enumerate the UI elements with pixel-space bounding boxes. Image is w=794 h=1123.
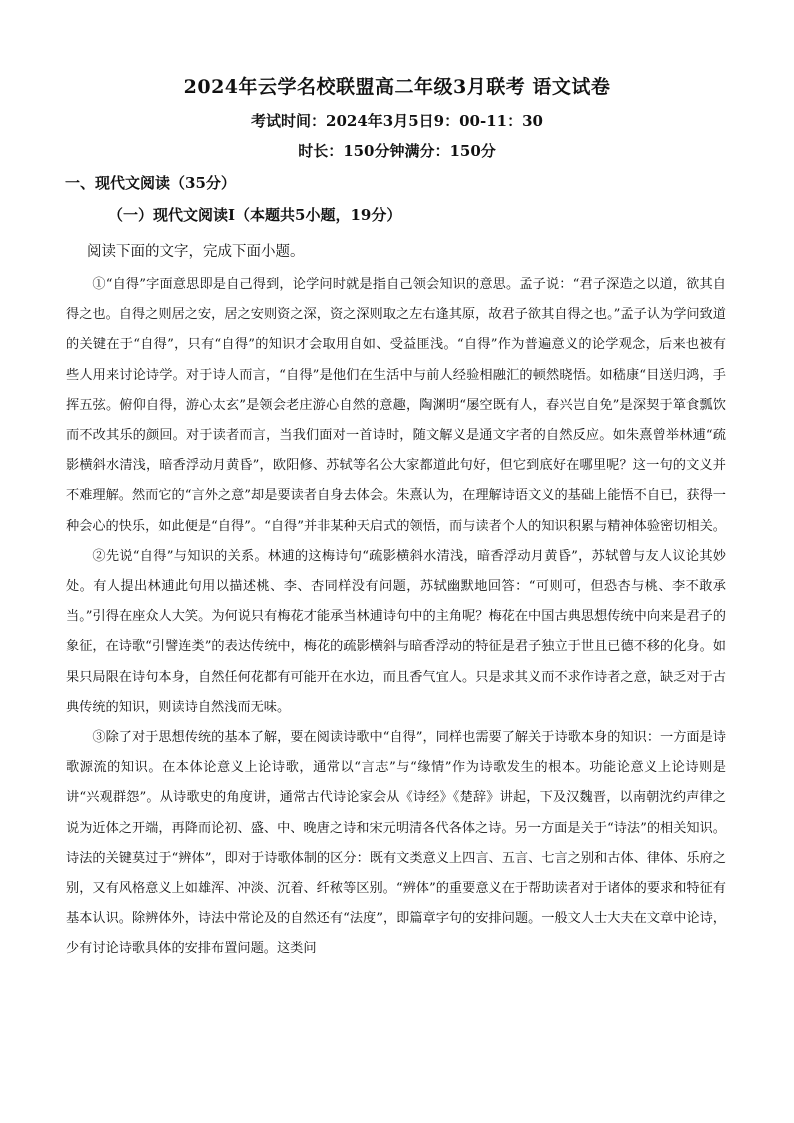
reading-passage — [66, 270, 726, 965]
section-heading: 一、现代文阅读（35分） — [65, 174, 236, 192]
paragraph-3: ③除了对于思想传统的基本了解，要在阅读诗歌中“自得”，同样也需要了解关于诗歌本身的知识：一方面是诗歌源流的知识。在本体论意义上论诗歌，通常以“言志”与“缘情”作为诗歌发生的根本。功能论意义上论诗则是讲“兴观群怨”。从诗歌史的角度讲，通常古代诗论家会从《诗经》《楚辞》讲起，下及汉魏晋，以南朝沈约声律之说为近体之开端，再降而论初、盛、中、晚唐之诗和宋元明清各代各体之诗。另一方面是关于“诗法”的相关知识。诗法的关键莫过于“辨体”，即对于诗歌体制的区分：既有文类意义上四言、五言、七言之别和古体、律体、乐府之别，又有风格意义上如雄浑、冲淡、沉着、纤秾等区别。“辨体”的重要意义在于帮助读者对于诸体的要求和特征有基本认识。除辨体外，诗法中常论及的自然还有“法度”，即篇章字句的安排问题。一般文人士大夫在文章中论诗，少有讨论诗歌具体的安排布置问题。这类问 — [66, 730, 726, 957]
paragraph-1: ①“自得”字面意思即是自己得到，论学问时就是指自己领会知识的意思。孟子说：“君子深造之以道，欲其自得之也。自得之则居之安，居之安则资之深，资之深则取之左右逢其原，故君子欲其自得之也。”孟子认为学问致道的关键在于“自得”，只有“自得”的知识才会取用自如、受益匪浅。“自得”作为普遍意义的论学观念，后来也被有些人用来讨论诗学。对于诗人而言，“自得”是他们在生活中与前人经验相融汇的顿然晓悟。如嵇康“目送归鸿，手挥五弦。俯仰自得，游心太玄”是领会老庄游心自然的意趣，陶渊明“屡空既有人，春兴岂自免”是深契于箪食瓢饮而不改其乐的颜回。对于读者而言，当我们面对一首诗时，随文解义是通文字者的自然反应。如朱熹曾举林逋“疏影横斜水清浅，暗香浮动月黄昏”，欧阳修、苏轼等名公大家都道此句好，但它到底好在哪里呢？这一句的文义并不难理解。然而它的“言外之意”却是要读者自身去体会。朱熹认为，在理解诗语文义的基础上能悟不自已，获得一种会心的快乐，如此便是“自得”。“自得”并非某种天启式的领悟，而与读者个人的知识积累与精神体验密切相关。 — [66, 277, 726, 534]
exam-title: 2024年云学名校联盟高二年级3月联考 语文试卷 — [183, 76, 611, 98]
reading-instruction: 阅读下面的文字，完成下面小题。 — [87, 244, 305, 260]
section-subheading: （一）现代文阅读Ⅰ（本题共5小题，19分） — [108, 206, 402, 224]
paragraph-2: ②先说“自得”与知识的关系。林逋的这梅诗句“疏影横斜水清浅，暗香浮动月黄昏”，苏轼曾与友人议论其妙处。有人提出林逋此句用以描述桃、李、杏同样没有问题，苏轼幽默地回答：“可则可，但恐杏与桃、李不敢承当。”引得在座众人大笑。为何说只有梅花才能承当林逋诗句中的主角呢？梅花在中国古典思想传统中向来是君子的象征，在诗歌“引譬连类”的表达传统中，梅花的疏影横斜与暗香浮动的特征是君子独立于世且已德不移的化身。如果只局限在诗句本身，自然任何花都有可能开在水边，而且香气宜人。只是求其义而不求作诗者之意，缺乏对于古典传统的知识，则读诗自然浅而无味。 — [66, 548, 726, 715]
exam-duration: 时长：150分钟满分：150分 — [298, 142, 496, 160]
exam-time: 考试时间：2024年3月5日9：00-11：30 — [251, 112, 543, 130]
